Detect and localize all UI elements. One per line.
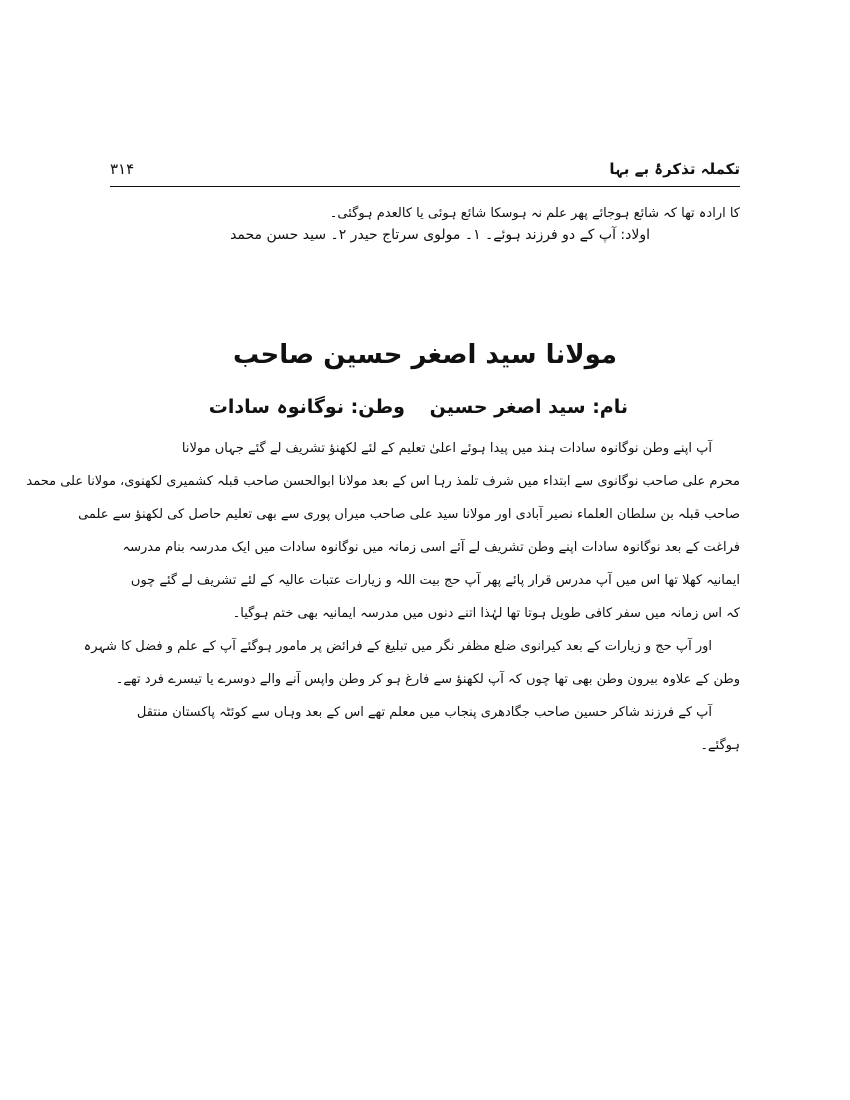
text-line: ہوگئے۔: [700, 738, 740, 753]
homeland-field: وطن: نوگانوہ سادات: [208, 396, 405, 418]
book-title: تکملہ تذکرۂ بے بہا: [609, 160, 740, 178]
children-paragraph: [110, 225, 740, 245]
text-line: ایمانیہ کھلا تھا اس میں آپ مدرس قرار پائے پھر آپ حج بیت اللہ و زیارات عتبات عالیہ کے لئے تشریف لے گئے چوں: [130, 573, 740, 588]
text-line: اور آپ حج و زیارات کے بعد کیرانوی ضلع مظفر نگر میں تبلیغ کے فرائض پر مامور ہوگئے آپ کے علم و فضل کا شہرہ: [83, 639, 712, 654]
section-title: مولانا سید اصغر حسین صاحب: [233, 340, 617, 370]
text-line: کہ اس زمانہ میں سفر کافی طویل ہوتا تھا لہٰذا اتنے دنوں میں مدرسہ ایمانیہ بھی ختم ہوگیا۔: [232, 606, 740, 621]
text-line: محرم علی صاحب نوگانوی سے ابتداء میں شرف تلمذ رہا اس کے بعد مولانا ابوالحسن صاحب قبلہ کشمیری لکھنوی، مولانا علی محمد: [26, 474, 740, 489]
text-line: آپ اپنے وطن نوگانوہ سادات ہند میں پیدا ہوئے اعلیٰ تعلیم کے لئے لکھنؤ تشریف لے گئے جہاں مولانا: [181, 441, 712, 456]
name-field: نام: سید اصغر حسین: [429, 396, 628, 418]
text-line: اولاد: آپ کے دو فرزند ہوئے۔ ۱۔ مولوی سرتاج حیدر ۲۔ سید حسن محمد: [230, 227, 650, 243]
biography-body: [26, 432, 740, 762]
page-header: [110, 160, 740, 184]
text-line: فراغت کے بعد نوگانوہ سادات اپنے وطن تشریف لے آئے اسی زمانہ میں نوگانوہ سادات میں ایک مدرسہ بنام مدرسہ: [122, 540, 740, 555]
text-line: وطن کے علاوہ بیرون وطن بھی تھا چوں کہ آپ لکھنؤ سے فارغ ہو کر وطن واپس آنے والے دوسرے یا تیسرے فرد تھے۔: [115, 672, 740, 687]
text-line: آپ کے فرزند شاکر حسین صاحب جگادھری پنجاب میں معلم تھے اس کے بعد وہاں سے کوئٹہ پاکستان منتقل: [136, 705, 712, 720]
previous-entry-continuation: [110, 204, 740, 224]
biography-meta: [110, 396, 740, 428]
text-line: صاحب قبلہ بن سلطان العلماء نصیر آبادی اور مولانا سید علی صاحب میراں پوری سے بھی تعلیم حاصل کی لکھنؤ سے علمی: [78, 507, 740, 522]
page-number: ۳۱۴: [110, 160, 135, 178]
text-line: کا ارادہ تھا کہ شائع ہوجائے پھر علم نہ ہوسکا شائع ہوئی یا کالعدم ہوگئی۔: [329, 206, 740, 221]
header-rule: [110, 186, 740, 187]
